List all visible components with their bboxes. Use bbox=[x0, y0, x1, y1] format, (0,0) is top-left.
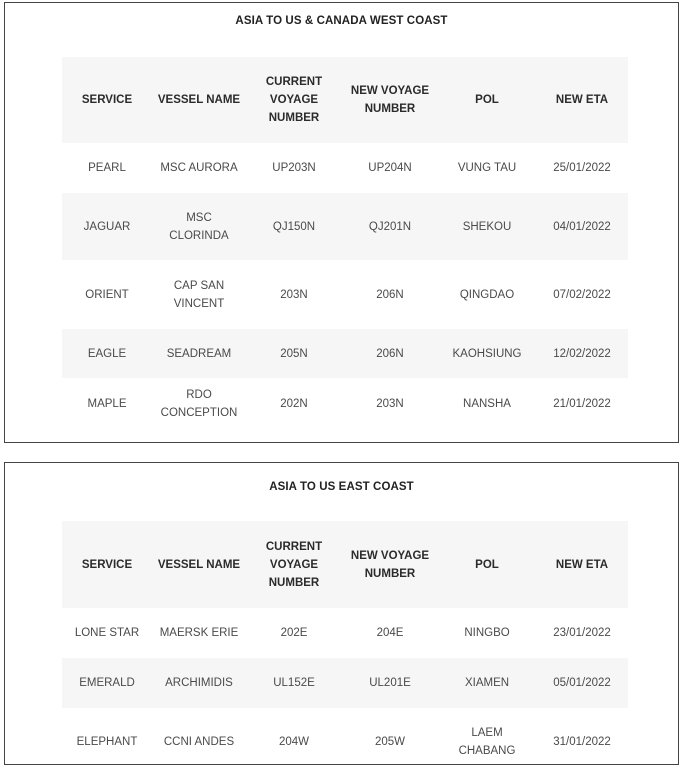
header-pol: POL bbox=[438, 57, 536, 143]
cell-new-voyage: QJ201N bbox=[342, 193, 438, 260]
cell-new-voyage: 203N bbox=[376, 398, 404, 410]
cell-service: LONE STAR bbox=[74, 627, 140, 639]
cell-current-voyage: QJ150N bbox=[246, 193, 342, 260]
header-vessel-name: VESSEL NAME bbox=[152, 57, 246, 143]
cell-current-voyage: 204W bbox=[278, 736, 310, 748]
table-row bbox=[62, 708, 628, 776]
header-service: SERVICE bbox=[62, 57, 152, 143]
cell-service: ORIENT bbox=[85, 288, 129, 301]
west-coast-schedule-table bbox=[62, 57, 628, 430]
east-coast-panel bbox=[4, 462, 679, 765]
cell-vessel-name: ARCHIMIDIS bbox=[152, 658, 246, 708]
cell-service: EMERALD bbox=[62, 658, 152, 708]
cell-service: JAGUAR bbox=[62, 193, 152, 260]
cell-pol: QINGDAO bbox=[459, 288, 515, 301]
cell-vessel-name: RDO CONCEPTION bbox=[160, 389, 238, 419]
cell-new-voyage: 206N bbox=[342, 329, 438, 378]
cell-new-eta: 25/01/2022 bbox=[553, 162, 611, 174]
cell-pol: VUNG TAU bbox=[457, 162, 517, 174]
table-row bbox=[62, 658, 628, 708]
cell-new-eta: 31/01/2022 bbox=[553, 736, 611, 748]
header-pol: POL bbox=[438, 521, 536, 608]
table-row bbox=[62, 193, 628, 260]
table-row bbox=[62, 143, 628, 193]
cell-pol: KAOHSIUNG bbox=[438, 329, 536, 378]
cell-current-voyage: 202E bbox=[280, 627, 308, 639]
table-header-row bbox=[62, 521, 628, 608]
cell-pol: XIAMEN bbox=[438, 658, 536, 708]
cell-service: ELEPHANT bbox=[76, 736, 138, 748]
cell-pol: NANSHA bbox=[463, 398, 511, 410]
cell-new-eta: 07/02/2022 bbox=[553, 288, 611, 301]
cell-pol: NINGBO bbox=[464, 627, 510, 639]
cell-new-eta: 04/01/2022 bbox=[536, 193, 628, 260]
cell-current-voyage: UP203N bbox=[272, 162, 316, 174]
table-row bbox=[62, 378, 628, 430]
cell-current-voyage: 202N bbox=[280, 398, 308, 410]
header-new-voyage: NEW VOYAGE NUMBER bbox=[342, 57, 438, 143]
cell-current-voyage: UL152E bbox=[246, 658, 342, 708]
cell-vessel-name: MAERSK ERIE bbox=[159, 627, 239, 639]
header-vessel-name: VESSEL NAME bbox=[152, 521, 246, 608]
table-header-row bbox=[62, 57, 628, 143]
cell-service: EAGLE bbox=[62, 329, 152, 378]
cell-service: PEARL bbox=[88, 162, 126, 174]
west-coast-title: ASIA TO US & CANADA WEST COAST bbox=[235, 15, 448, 27]
header-new-eta: NEW ETA bbox=[536, 57, 628, 143]
cell-vessel-name: MSC AURORA bbox=[160, 162, 238, 174]
cell-new-voyage: 205W bbox=[374, 736, 406, 748]
east-coast-title: ASIA TO US EAST COAST bbox=[269, 481, 414, 493]
cell-vessel-name: SEADREAM bbox=[152, 329, 246, 378]
cell-new-voyage: 206N bbox=[376, 288, 404, 301]
cell-new-eta: 05/01/2022 bbox=[536, 658, 628, 708]
header-service: SERVICE bbox=[62, 521, 152, 608]
header-new-voyage: NEW VOYAGE NUMBER bbox=[342, 521, 438, 608]
cell-vessel-name: MSC CLORINDA bbox=[152, 193, 246, 260]
cell-current-voyage: 205N bbox=[246, 329, 342, 378]
cell-service: MAPLE bbox=[87, 398, 127, 410]
table-row bbox=[62, 608, 628, 658]
table-row bbox=[62, 260, 628, 329]
header-current-voyage: CURRENT VOYAGE NUMBER bbox=[246, 521, 342, 608]
cell-vessel-name: CAP SAN VINCENT bbox=[173, 279, 225, 310]
header-new-eta: NEW ETA bbox=[536, 521, 628, 608]
cell-new-eta: 12/02/2022 bbox=[536, 329, 628, 378]
cell-new-eta: 23/01/2022 bbox=[553, 627, 611, 639]
cell-new-voyage: 204E bbox=[376, 627, 404, 639]
header-current-voyage: CURRENT VOYAGE NUMBER bbox=[246, 57, 342, 143]
cell-current-voyage: 203N bbox=[280, 288, 308, 301]
cell-vessel-name: CCNI ANDES bbox=[163, 736, 235, 748]
cell-pol: SHEKOU bbox=[438, 193, 536, 260]
east-coast-schedule-table bbox=[62, 521, 628, 776]
west-coast-panel bbox=[4, 2, 679, 443]
cell-pol: LAEM CHABANG bbox=[458, 727, 516, 757]
cell-new-voyage: UL201E bbox=[342, 658, 438, 708]
cell-new-voyage: UP204N bbox=[368, 162, 412, 174]
table-row bbox=[62, 329, 628, 378]
cell-new-eta: 21/01/2022 bbox=[553, 398, 611, 410]
